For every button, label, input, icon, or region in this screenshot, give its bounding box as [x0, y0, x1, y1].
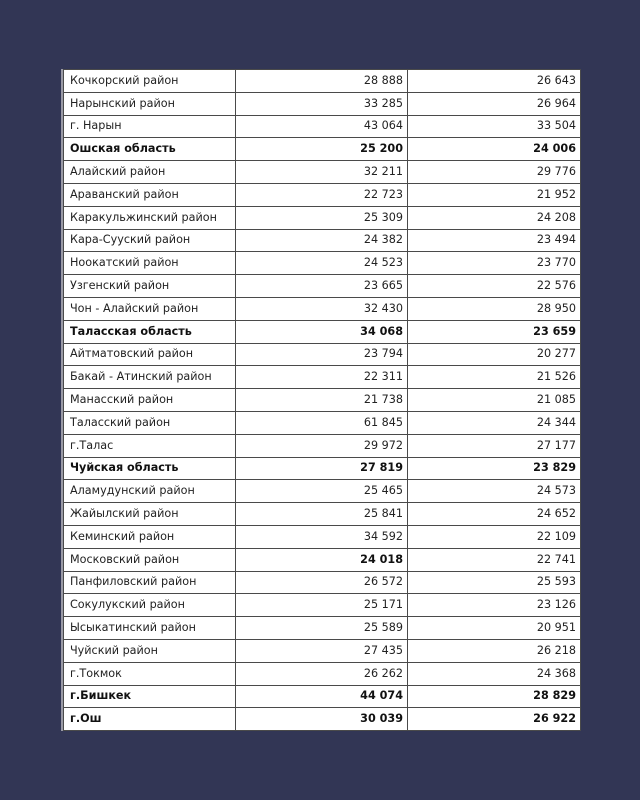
table-row-oblast [64, 457, 581, 480]
region-name: Ноокатский район [64, 252, 236, 275]
table-row [64, 411, 581, 434]
value-col-1: 23 665 [236, 275, 408, 298]
value-col-1: 21 738 [236, 389, 408, 412]
value-col-2: 26 964 [408, 92, 581, 115]
table-row [64, 662, 581, 685]
table-row [64, 525, 581, 548]
value-col-2: 24 573 [408, 480, 581, 503]
table-row [64, 297, 581, 320]
table-row [64, 343, 581, 366]
region-name: Манасский район [64, 389, 236, 412]
region-name: Аламудунский район [64, 480, 236, 503]
region-name: Чон - Алайский район [64, 297, 236, 320]
value-col-2: 26 218 [408, 639, 581, 662]
value-col-1: 24 382 [236, 229, 408, 252]
region-name: Чуйская область [64, 457, 236, 480]
value-col-2: 21 526 [408, 366, 581, 389]
region-name: Кочкорский район [64, 70, 236, 93]
value-col-1: 34 068 [236, 320, 408, 343]
region-name: Каракульжинский район [64, 206, 236, 229]
region-name: Араванский район [64, 183, 236, 206]
table-row [64, 229, 581, 252]
table-row [64, 183, 581, 206]
value-col-2: 21 085 [408, 389, 581, 412]
value-col-1: 43 064 [236, 115, 408, 138]
value-col-2: 20 277 [408, 343, 581, 366]
table-row [64, 366, 581, 389]
value-col-2: 26 922 [408, 708, 581, 731]
region-name: Таласский район [64, 411, 236, 434]
region-name: Панфиловский район [64, 571, 236, 594]
value-col-1: 23 794 [236, 343, 408, 366]
table-row-oblast [64, 320, 581, 343]
region-name: г. Нарын [64, 115, 236, 138]
value-col-2: 22 741 [408, 548, 581, 571]
table-row [64, 434, 581, 457]
table-row [64, 639, 581, 662]
table-row [64, 594, 581, 617]
value-col-2: 24 344 [408, 411, 581, 434]
value-col-1: 28 888 [236, 70, 408, 93]
table-row [64, 548, 581, 571]
value-col-1: 32 211 [236, 161, 408, 184]
value-col-1: 25 465 [236, 480, 408, 503]
value-col-1: 25 309 [236, 206, 408, 229]
data-table-sheet [61, 69, 580, 731]
region-name: Московский район [64, 548, 236, 571]
table-body [64, 70, 581, 731]
value-col-2: 23 659 [408, 320, 581, 343]
value-col-2: 28 829 [408, 685, 581, 708]
value-col-1: 44 074 [236, 685, 408, 708]
table-row [64, 480, 581, 503]
value-col-2: 23 829 [408, 457, 581, 480]
region-name: Кеминский район [64, 525, 236, 548]
value-col-1: 61 845 [236, 411, 408, 434]
value-col-2: 24 652 [408, 503, 581, 526]
region-name: Узгенский район [64, 275, 236, 298]
table-row [64, 206, 581, 229]
table-row [64, 92, 581, 115]
region-name: Ысыкатинский район [64, 617, 236, 640]
value-col-1: 27 435 [236, 639, 408, 662]
value-col-2: 27 177 [408, 434, 581, 457]
value-col-2: 21 952 [408, 183, 581, 206]
region-name: г.Токмок [64, 662, 236, 685]
value-col-1: 24 523 [236, 252, 408, 275]
region-name: г.Ош [64, 708, 236, 731]
value-col-1: 22 723 [236, 183, 408, 206]
region-name: Алайский район [64, 161, 236, 184]
table-row-oblast [64, 138, 581, 161]
value-col-2: 23 126 [408, 594, 581, 617]
value-col-2: 20 951 [408, 617, 581, 640]
salary-table [63, 69, 581, 731]
value-col-1: 25 841 [236, 503, 408, 526]
value-col-1: 29 972 [236, 434, 408, 457]
value-col-2: 24 208 [408, 206, 581, 229]
table-row [64, 275, 581, 298]
table-row [64, 503, 581, 526]
value-col-1: 33 285 [236, 92, 408, 115]
table-row [64, 70, 581, 93]
value-col-2: 33 504 [408, 115, 581, 138]
region-name: Айтматовский район [64, 343, 236, 366]
value-col-1: 24 018 [236, 548, 408, 571]
region-name: Кара-Сууский район [64, 229, 236, 252]
value-col-2: 24 368 [408, 662, 581, 685]
value-col-2: 26 643 [408, 70, 581, 93]
value-col-2: 22 576 [408, 275, 581, 298]
value-col-1: 26 262 [236, 662, 408, 685]
region-name: Нарынский район [64, 92, 236, 115]
region-name: Жайылский район [64, 503, 236, 526]
table-row [64, 161, 581, 184]
region-name: Таласская область [64, 320, 236, 343]
table-row [64, 571, 581, 594]
value-col-2: 29 776 [408, 161, 581, 184]
value-col-2: 28 950 [408, 297, 581, 320]
table-row [64, 617, 581, 640]
value-col-2: 24 006 [408, 138, 581, 161]
value-col-1: 30 039 [236, 708, 408, 731]
value-col-1: 26 572 [236, 571, 408, 594]
value-col-1: 25 589 [236, 617, 408, 640]
region-name: Сокулукский район [64, 594, 236, 617]
region-name: Ошская область [64, 138, 236, 161]
value-col-2: 25 593 [408, 571, 581, 594]
value-col-2: 22 109 [408, 525, 581, 548]
value-col-1: 22 311 [236, 366, 408, 389]
value-col-1: 25 200 [236, 138, 408, 161]
table-row-city [64, 685, 581, 708]
region-name: Бакай - Атинский район [64, 366, 236, 389]
table-row [64, 252, 581, 275]
value-col-2: 23 770 [408, 252, 581, 275]
value-col-1: 27 819 [236, 457, 408, 480]
value-col-1: 32 430 [236, 297, 408, 320]
table-row-city [64, 708, 581, 731]
region-name: Чуйский район [64, 639, 236, 662]
table-row [64, 115, 581, 138]
region-name: г.Бишкек [64, 685, 236, 708]
value-col-1: 25 171 [236, 594, 408, 617]
region-name: г.Талас [64, 434, 236, 457]
value-col-1: 34 592 [236, 525, 408, 548]
table-row [64, 389, 581, 412]
value-col-2: 23 494 [408, 229, 581, 252]
